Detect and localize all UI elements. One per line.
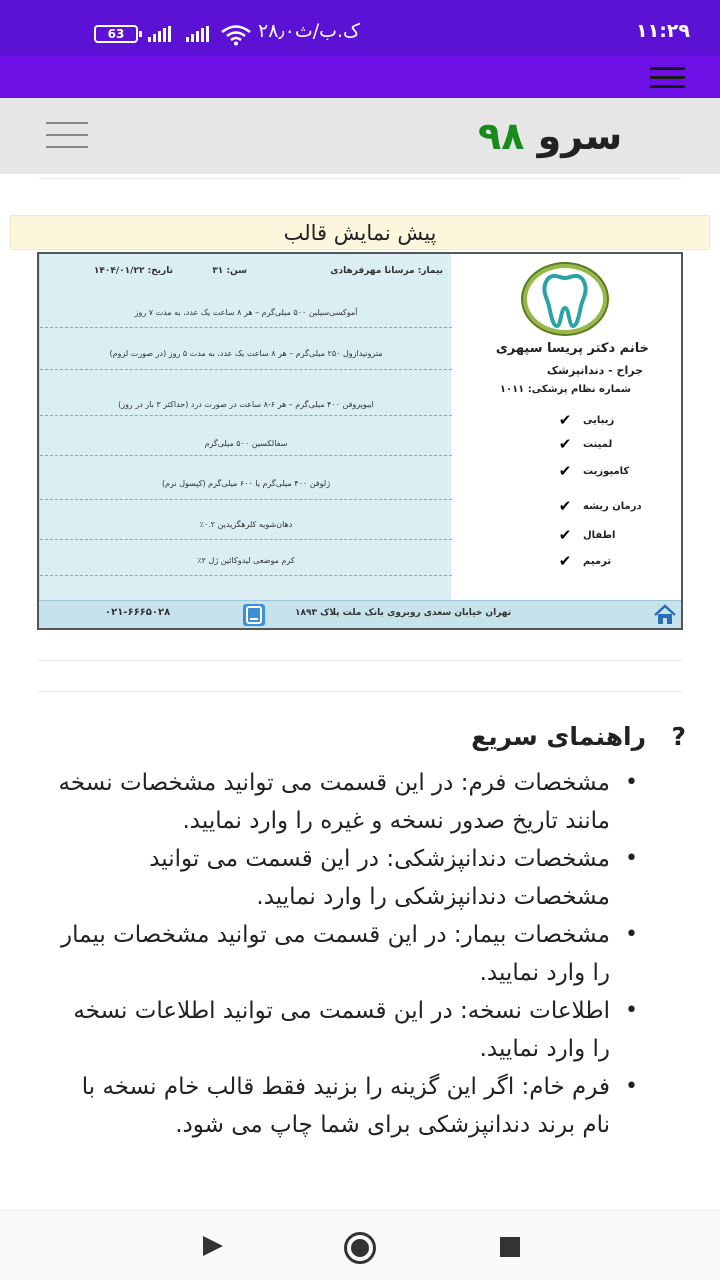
doctor-panel bbox=[451, 254, 681, 600]
medication-text: ژلوفن ۴۰۰ میلی‌گرم یا ۶۰۰ میلی‌گرم (کپسول نرم) bbox=[161, 479, 331, 488]
medication-row bbox=[40, 546, 452, 576]
signal-icon bbox=[186, 26, 210, 42]
check-icon: ✔ bbox=[558, 462, 572, 480]
help-item: • مشخصات فرم: در این قسمت می توانید مشخصات نسخه مانند تاریخ صدور نسخه و غیره را وارد نمایید. bbox=[50, 764, 640, 840]
medication-row bbox=[40, 426, 452, 456]
service-item bbox=[557, 462, 647, 480]
help-item: • فرم خام: اگر این گزینه را بزنید فقط قالب خام نسخه با نام برند دندانپزشکی برای شما چاپ می شود. bbox=[50, 1068, 640, 1144]
prescription-footer bbox=[39, 600, 681, 628]
wifi-icon bbox=[220, 24, 252, 46]
divider bbox=[38, 660, 682, 661]
status-time: ۱۱:۲۹ bbox=[636, 20, 690, 42]
service-label: اطفال bbox=[583, 529, 616, 541]
system-nav-bar bbox=[0, 1210, 720, 1280]
help-item: • اطلاعات نسخه: در این قسمت می توانید اطلاعات نسخه را وارد نمایید. bbox=[50, 992, 640, 1068]
clinic-address: تهران خیابان سعدی روبروی بانک ملت پلاک ۱۸۹۳ bbox=[295, 608, 512, 618]
service-label: درمان ریشه bbox=[583, 500, 642, 512]
doctor-specialty: جراح - دندانپزشک bbox=[546, 364, 643, 377]
battery-icon: 63 bbox=[94, 25, 138, 43]
medication-text: ایبوپروفن ۴۰۰ میلی‌گرم – هر ۶-۸ ساعت در صورت درد (حداکثر ۳ بار در روز) bbox=[118, 400, 374, 409]
divider bbox=[38, 691, 682, 692]
service-item bbox=[557, 435, 647, 453]
service-label: لمینت bbox=[583, 438, 613, 450]
check-icon: ✔ bbox=[558, 435, 572, 453]
back-icon[interactable] bbox=[203, 1236, 223, 1256]
home-icon bbox=[653, 604, 677, 626]
divider bbox=[38, 178, 682, 179]
service-label: ترمیم bbox=[583, 555, 612, 567]
prescription-preview bbox=[37, 252, 683, 630]
doctor-name: خانم دکتر پریسا سپهری bbox=[495, 341, 649, 356]
clinic-phone: ۰۲۱-۶۶۶۵۰۲۸ bbox=[105, 607, 171, 618]
hamburger-icon[interactable] bbox=[46, 122, 88, 148]
menu-icon[interactable] bbox=[650, 67, 685, 89]
help-item: • مشخصات بیمار: در این قسمت می توانید مشخصات بیمار را وارد نمایید. bbox=[50, 916, 640, 992]
medication-row bbox=[40, 386, 452, 416]
help-heading bbox=[470, 722, 686, 762]
network-speed: ۲۸٫۰ک.ب/ث bbox=[258, 20, 361, 42]
help-item: • مشخصات دندانپزشکی: در این قسمت می توانید مشخصات دندانپزشکی را وارد نمایید. bbox=[50, 840, 640, 916]
signal-icon-2 bbox=[148, 26, 172, 42]
service-item bbox=[557, 526, 647, 544]
site-logo[interactable] bbox=[478, 114, 622, 158]
check-icon: ✔ bbox=[558, 552, 572, 570]
prescription-date: تاریخ: ۱۴۰۴/۰۱/۲۲ bbox=[93, 266, 173, 276]
tooth-logo-icon bbox=[521, 262, 609, 336]
check-icon: ✔ bbox=[558, 497, 572, 515]
medication-text: مترونیدازول ۲۵۰ میلی‌گرم – هر ۸ ساعت یک عدد، به مدت ۵ روز (در صورت لزوم) bbox=[109, 349, 383, 358]
check-icon: ✔ bbox=[558, 411, 572, 429]
medication-text: دهان‌شویه کلرهگزیدین ۰.۲٪ bbox=[199, 520, 293, 529]
patient-age: سن: ۳۱ bbox=[212, 266, 247, 276]
logo-number: ۹۸ bbox=[478, 114, 525, 158]
service-item bbox=[557, 411, 647, 429]
medication-text: کرم موضعی لیدوکائین ژل ۲٪ bbox=[197, 556, 295, 565]
service-label: زیبایی bbox=[583, 414, 615, 426]
check-icon: ✔ bbox=[558, 526, 572, 544]
status-bar bbox=[0, 0, 720, 56]
registration-number: شماره نظام پزشکی: ۱۰۱۱ bbox=[499, 384, 631, 395]
service-item bbox=[557, 552, 647, 570]
recent-apps-icon[interactable] bbox=[500, 1237, 520, 1257]
medication-row bbox=[40, 468, 452, 500]
service-label: کامپوزیت bbox=[583, 465, 630, 477]
site-header bbox=[0, 98, 720, 174]
patient-name: بیمار: مرسانا مهرفرهادی bbox=[330, 266, 443, 276]
medication-row bbox=[40, 340, 452, 370]
help-title: راهنمای سریع bbox=[471, 722, 646, 751]
logo-word: سرو bbox=[537, 114, 623, 158]
medication-row bbox=[40, 510, 452, 540]
preview-title: پیش نمایش قالب bbox=[10, 215, 710, 250]
service-item bbox=[557, 497, 647, 515]
medication-text: آموکسی‌سیلین ۵۰۰ میلی‌گرم – هر ۸ ساعت یک عدد، به مدت ۷ روز bbox=[134, 308, 358, 317]
help-list bbox=[50, 764, 640, 1144]
home-button-icon[interactable] bbox=[344, 1232, 376, 1264]
medication-row bbox=[40, 300, 452, 328]
medication-panel bbox=[39, 254, 451, 600]
app-bar bbox=[0, 56, 720, 98]
question-icon: ? bbox=[671, 722, 686, 751]
phone-icon bbox=[243, 604, 265, 626]
medication-text: سفالکسین ۵۰۰ میلی‌گرم bbox=[204, 439, 288, 448]
